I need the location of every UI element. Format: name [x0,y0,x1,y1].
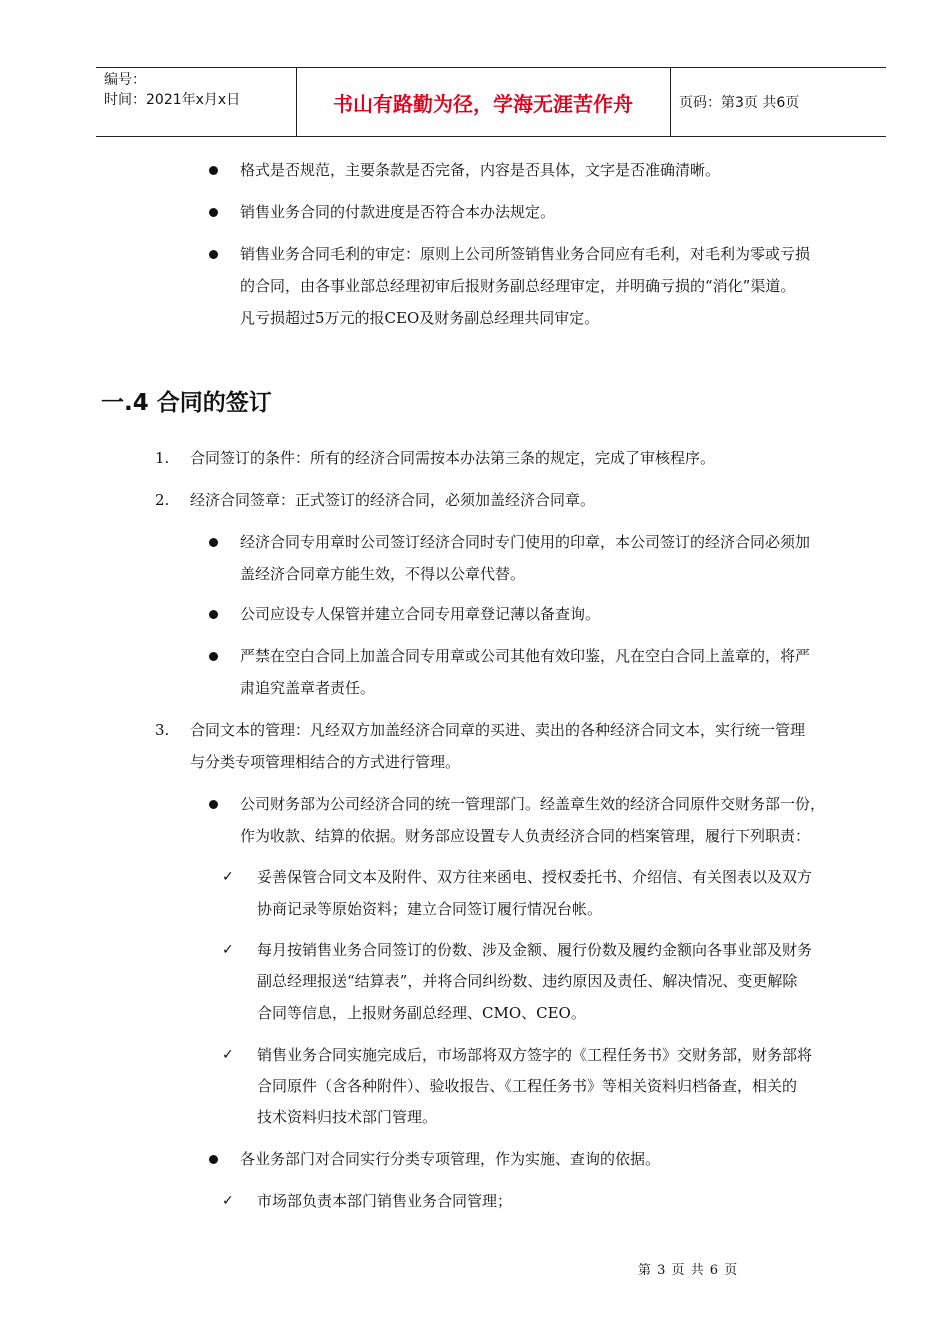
check-text: 每月按销售业务合同签订的份数、涉及金额、履行份数及履约金额向各事业部及财务 [257,941,813,959]
bullet-dot [209,250,218,259]
bullet-dot [209,652,218,661]
bullet-text: 盖经济合同章方能生效，不得以公章代替。 [240,565,526,583]
bullet-text: 公司财务部为公司经济合同的统一管理部门。经盖章生效的经济合同原件交财务部一份， [240,795,826,813]
header-time-label: 时间：2021年x月x日 [104,92,241,108]
check-text: 市场部负责本部门销售业务合同管理； [257,1192,513,1210]
bullet-text: 的合同，由各事业部总经理初审后报财务副总经理审定，并明确亏损的“消化”渠道。 [240,277,796,295]
bullet-dot [209,610,218,619]
check-text: 销售业务合同实施完成后，市场部将双方签字的《工程任务书》交财务部，财务部将 [257,1046,813,1064]
check-text: 技术资料归技术部门管理。 [257,1108,438,1126]
list-number: 2. [155,491,170,509]
header-meta [96,68,297,136]
page-header [96,67,886,137]
check-icon: ✓ [222,1047,234,1063]
bullet-text: 经济合同专用章时公司签订经济合同时专门使用的印章，本公司签订的经济合同必须加 [240,533,811,551]
bullet-dot [209,1155,218,1164]
list-item-text: 经济合同签章：正式签订的经济合同，必须加盖经济合同章。 [190,491,596,509]
bullet-text: 严禁在空白合同上加盖合同专用章或公司其他有效印鉴，凡在空白合同上盖章的，将严 [240,647,811,665]
bullet-text: 销售业务合同毛利的审定：原则上公司所签销售业务合同应有毛利，对毛利为零或亏损 [240,245,811,263]
bullet-dot [209,208,218,217]
list-item-text: 与分类专项管理相结合的方式进行管理。 [190,753,461,771]
header-code-label: 编号： [104,72,146,88]
header-motto: 书山有路勤为径，学海无涯苦作舟 [296,68,671,136]
page-footer: 第 3 页 共 6 页 [638,1263,739,1278]
bullet-text: 销售业务合同的付款进度是否符合本办法规定。 [240,203,556,221]
bullet-dot [209,166,218,175]
bullet-dot [209,800,218,809]
check-icon: ✓ [222,1193,234,1209]
bullet-text: 凡亏损超过5万元的报CEO及财务副总经理共同审定。 [240,309,600,327]
check-text: 合同原件（含各种附件）、验收报告、《工程任务书》等相关资料归档备查，相关的 [257,1077,798,1095]
bullet-text: 格式是否规范，主要条款是否完备，内容是否具体，文字是否准确清晰。 [240,161,721,179]
list-item-text: 合同文本的管理：凡经双方加盖经济合同章的买进、卖出的各种经济合同文本，实行统一管理 [190,721,806,739]
section-heading: 一.4 合同的签订 [101,390,272,416]
check-icon: ✓ [222,869,234,885]
list-item-text: 合同签订的条件：所有的经济合同需按本办法第三条的规定，完成了审核程序。 [190,449,716,467]
list-number: 3. [155,721,170,739]
header-page-label: 页码：第3页 共6页 [679,95,800,111]
bullet-text: 肃追究盖章者责任。 [240,679,376,697]
bullet-dot [209,538,218,547]
check-icon: ✓ [222,942,234,958]
check-text: 妥善保管合同文本及附件、双方往来函电、授权委托书、介绍信、有关图表以及双方 [257,868,813,886]
list-number: 1. [155,449,170,467]
check-text: 协商记录等原始资料；建立合同签订履行情况台帐。 [257,900,603,918]
check-text: 合同等信息，上报财务副总经理、CMO、CEO。 [257,1004,586,1022]
check-text: 副总经理报送“结算表”，并将合同纠纷数、违约原因及责任、解决情况、变更解除 [257,972,798,990]
bullet-text: 作为收款、结算的依据。财务部应设置专人负责经济合同的档案管理，履行下列职责： [240,827,811,845]
bullet-text: 公司应设专人保管并建立合同专用章登记薄以备查询。 [240,605,601,623]
bullet-text: 各业务部门对合同实行分类专项管理，作为实施、查询的依据。 [240,1150,661,1168]
